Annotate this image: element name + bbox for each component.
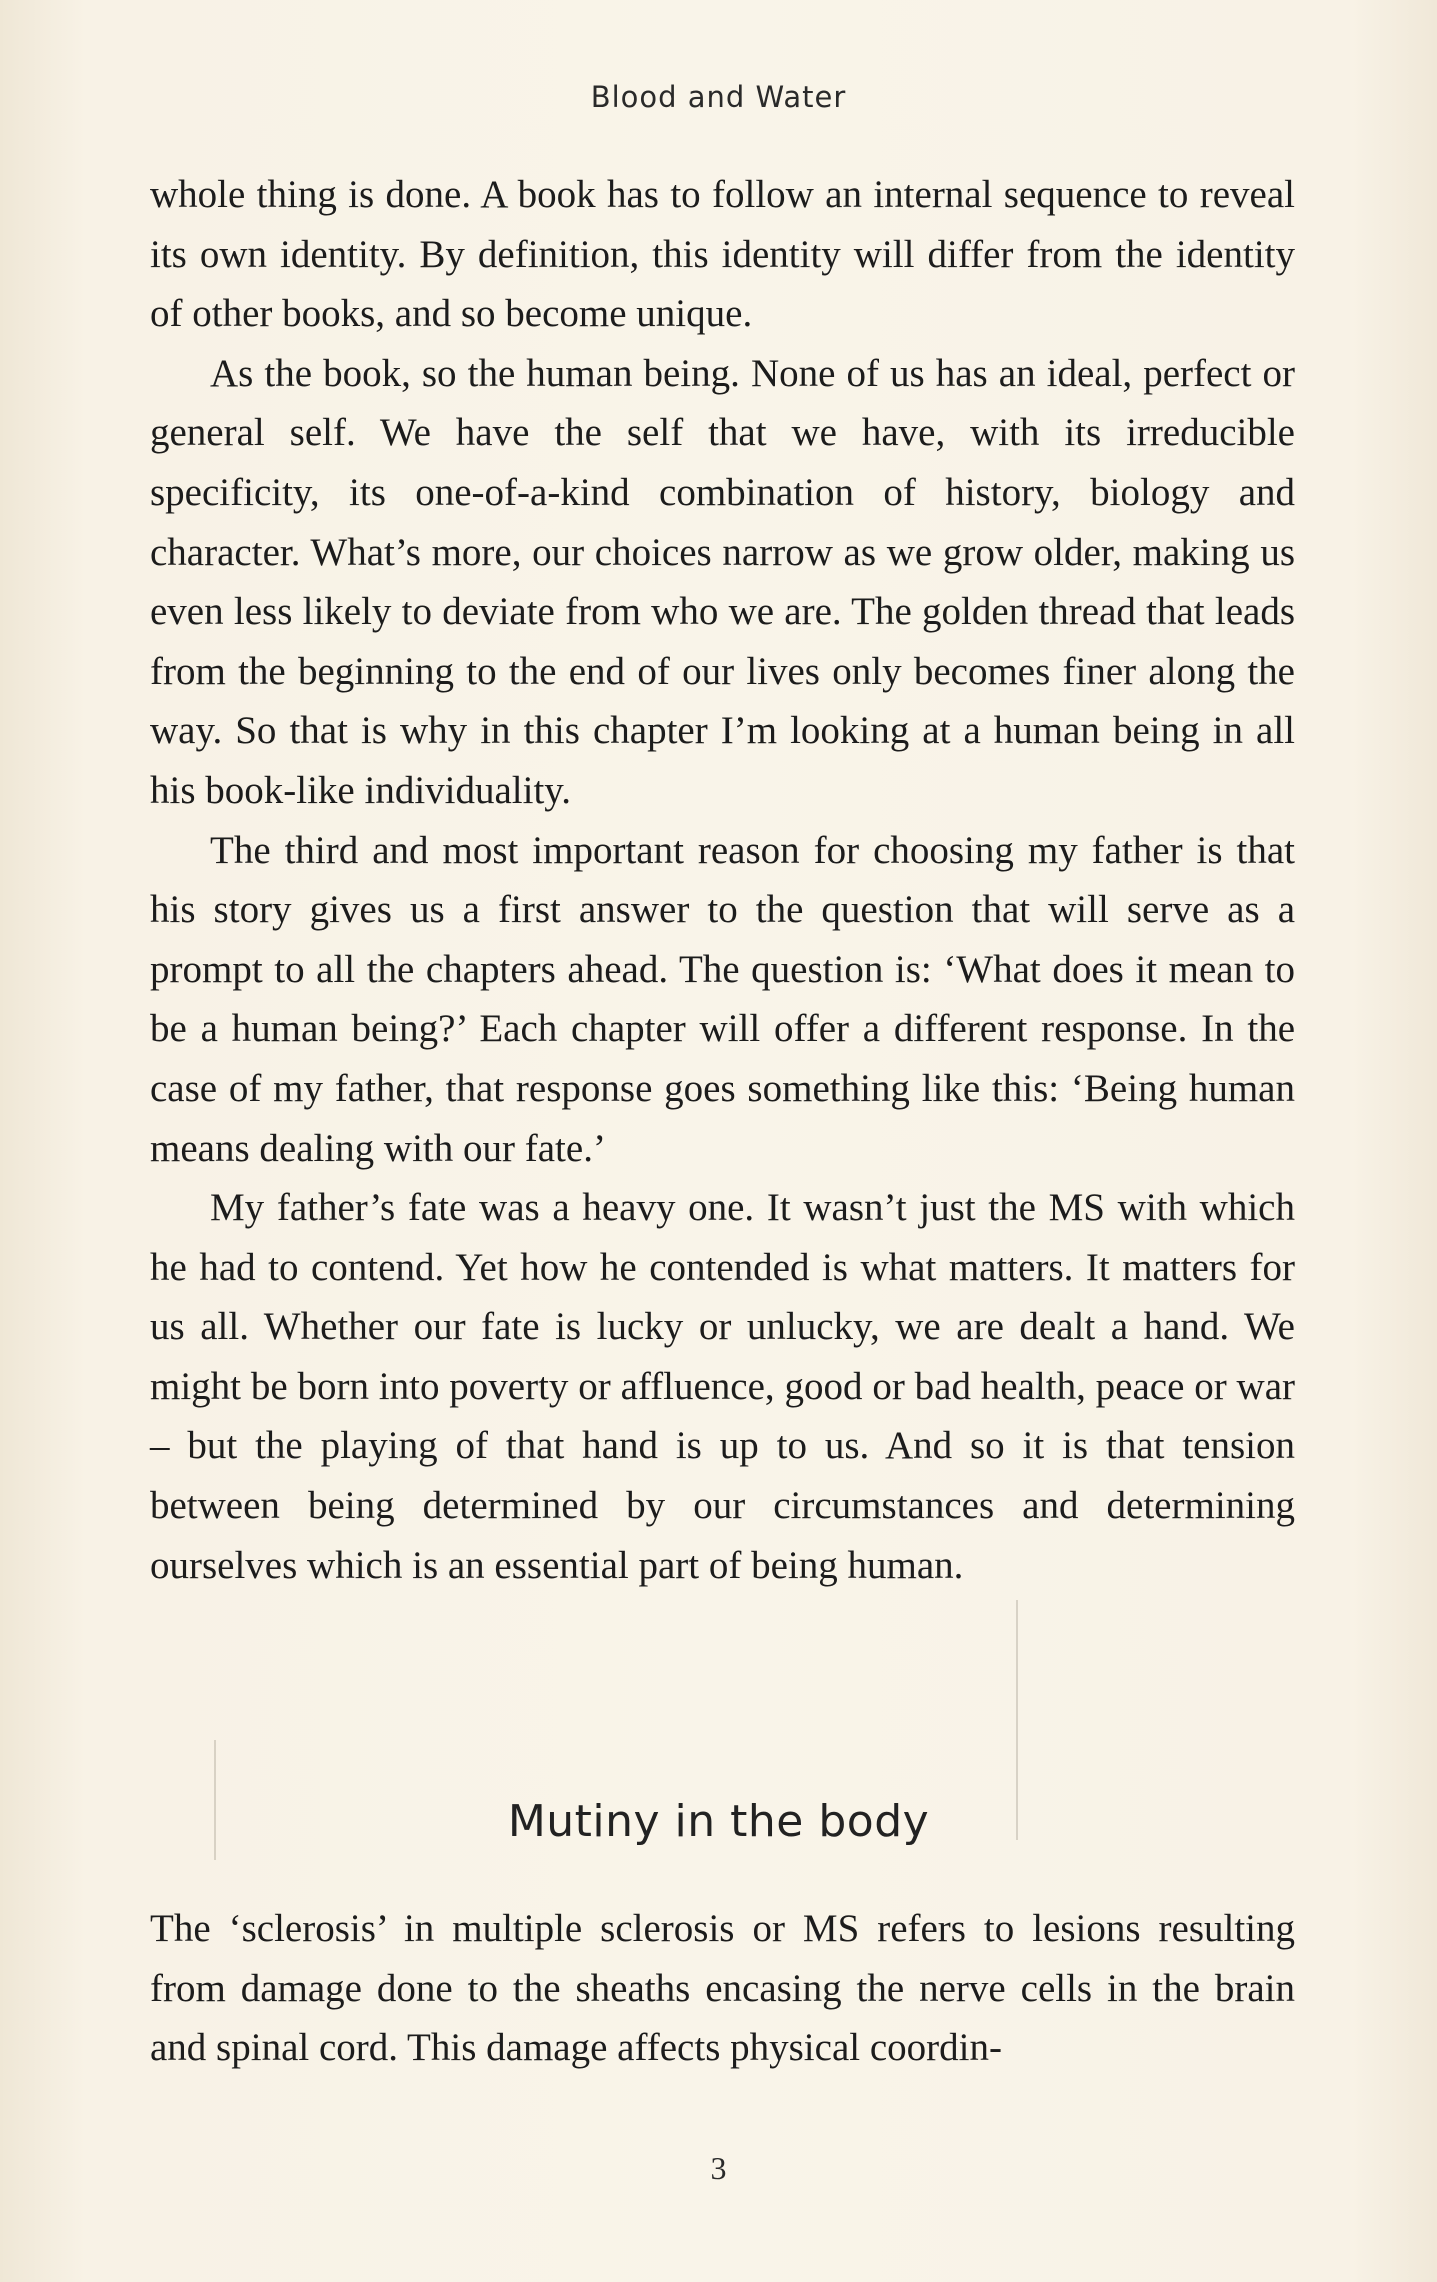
page-number: 3 bbox=[710, 2150, 727, 2186]
paragraph: My father’s fate was a heavy one. It wasn’t just the MS with which he had to contend. Yet how he contended is what matters. It matters for us all. Whether our fate is lucky or unlucky, we are dealt a hand. We might be born into poverty or affluence, good or bad health, peace or war – but the playing of that hand is up to us. And so it is that tension between being determined by our circumstances and determining ourselves which is an essential part of being human. bbox=[150, 1186, 1295, 1587]
paragraph: The ‘sclerosis’ in multiple sclerosis or MS refers to lesions resulting from damage done to the sheaths encasing the nerve cells in the brain and spinal cord. This damage affects physical coordin- bbox=[150, 1907, 1295, 2070]
paragraph: whole thing is done. A book has to follow an internal sequence to reveal its own identity. By definition, this identity will differ from the identity of other books, and so become unique. bbox=[150, 173, 1295, 336]
body-text bbox=[150, 165, 1295, 1595]
running-head: Blood and Water bbox=[590, 80, 847, 114]
section-text bbox=[150, 1899, 1295, 2078]
paragraph: As the book, so the human being. None of us has an ideal, perfect or general self. We have the self that we have, with its irreducible specificity, its one-of-a-kind combination of history, biology and character. What’s more, our choices narrow as we grow older, making us even less likely to deviate from who we are. The golden thread that leads from the beginning to the end of our lives only becomes finer along the way. So that is why in this chapter I’m looking at a human being in all his book-like individuality. bbox=[150, 351, 1295, 812]
paragraph: The third and most important reason for choosing my father is that his story gives us a first answer to the question that will serve as a prompt to all the chapters ahead. The question is: ‘What does it mean to be a human being?’ Each chapter will offer a different response. In the case of my father, that response goes something like this: ‘Being human means dealing with our fate.’ bbox=[150, 828, 1295, 1170]
section-heading: Mutiny in the body bbox=[507, 1796, 930, 1847]
